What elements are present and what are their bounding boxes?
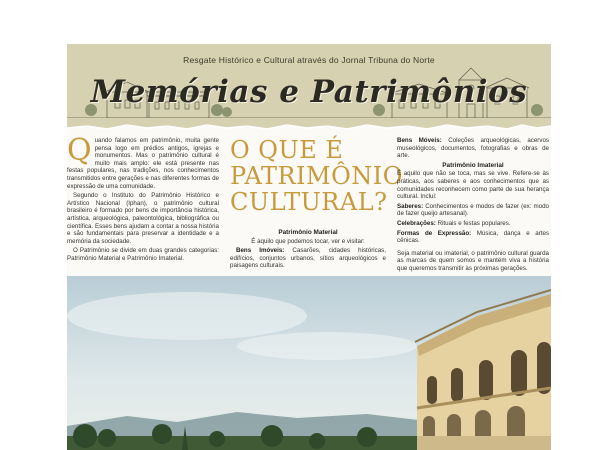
categories-paragraph: O Patrimônio se divide em duas grandes categorias: Patrimônio Material e Patrimônio Imaterial. bbox=[67, 247, 219, 262]
bens-moveis-text: Coleções arqueológicas, acervos museológicos, documentos, fotografias e obras de arte. bbox=[397, 137, 549, 160]
formas-term: Formas de Expressão: bbox=[397, 229, 472, 237]
bens-imoveis-item bbox=[230, 247, 386, 270]
iphan-paragraph: Segundo o Instituto do Patrimônio Histórico e Artístico Nacional (Iphan), o patrimônio cultural brasileiro é formado por bens de importância histórica, artística, arqueológica, paleontológica, bibliográfica ou científica. Esses bens ajudam a contar a nossa história e são fundamentais para preservar a identidade e a memória da sociedade. bbox=[67, 192, 219, 245]
saberes-term: Saberes: bbox=[397, 202, 424, 210]
celebracoes-item bbox=[397, 220, 549, 228]
masthead-title: Memórias e Patrimônios bbox=[90, 74, 528, 110]
masthead-banner bbox=[67, 44, 551, 126]
headline-line-3: CULTURAL? bbox=[230, 188, 388, 216]
formas-item bbox=[397, 230, 549, 245]
intro-text: uando falamos em patrimônio, muita gente pensa logo em prédios antigos, igrejas e monumentos. Mas o patrimônio cultural é muito mais amplo: ele está presente nas festas populares, nas tradições, nos conhecimentos transmitidos entre gerações e nas diferentes formas de expressão de uma comunidade. bbox=[67, 137, 219, 190]
material-intro: É aquilo que podemos tocar, ver e visitar: bbox=[251, 237, 365, 245]
bens-imoveis-text: Casarões, cidades históricas, edifícios, conjuntos urbanos, sítios arqueológicos e paisagens culturais. bbox=[230, 247, 386, 270]
saberes-text: Conhecimentos e modos de fazer (ex: modo de fazer queijo artesanal). bbox=[397, 202, 549, 218]
bens-imoveis-term: Bens Imóveis: bbox=[236, 247, 285, 255]
imaterial-intro: É aquilo que não se toca, mas se vive. Refere-se às práticas, aos saberes e aos conhecimentos que as comunidades reconhecem como parte de sua herança cultural. Inclui: bbox=[397, 170, 549, 201]
article-headline bbox=[230, 136, 403, 216]
bens-moveis-term: Bens Móveis: bbox=[397, 137, 442, 144]
closing-paragraph: Seja material ou imaterial, o patrimônio cultural guarda as marcas de quem somos e mantém viva a história que queremos transmitir às próximas gerações. bbox=[397, 249, 549, 272]
celebracoes-term: Celebrações: bbox=[397, 219, 436, 227]
headline-line-1: O QUE É bbox=[230, 136, 344, 164]
torn-paper-edge bbox=[67, 118, 551, 132]
newspaper-page bbox=[67, 44, 551, 450]
celebracoes-text: Rituais e festas populares. bbox=[435, 219, 511, 227]
bens-moveis-item bbox=[397, 137, 549, 160]
historic-building-photo bbox=[67, 276, 551, 450]
formas-text: Música, dança e artes cênicas. bbox=[397, 229, 550, 245]
article-column-3 bbox=[397, 137, 549, 275]
imaterial-subhead: Patrimônio Imaterial bbox=[442, 161, 504, 169]
article-column-2 bbox=[230, 136, 403, 272]
drop-cap: Q bbox=[67, 133, 92, 168]
intro-paragraph bbox=[67, 133, 219, 190]
saberes-item bbox=[397, 203, 549, 218]
masthead-subtitle: Resgate Histórico e Cultural através do Jornal Tribuna do Norte bbox=[183, 55, 435, 65]
article-column-1 bbox=[67, 133, 219, 265]
headline-line-2: PATRIMÔNIO bbox=[230, 162, 403, 190]
material-subhead: Patrimônio Material bbox=[278, 229, 338, 236]
